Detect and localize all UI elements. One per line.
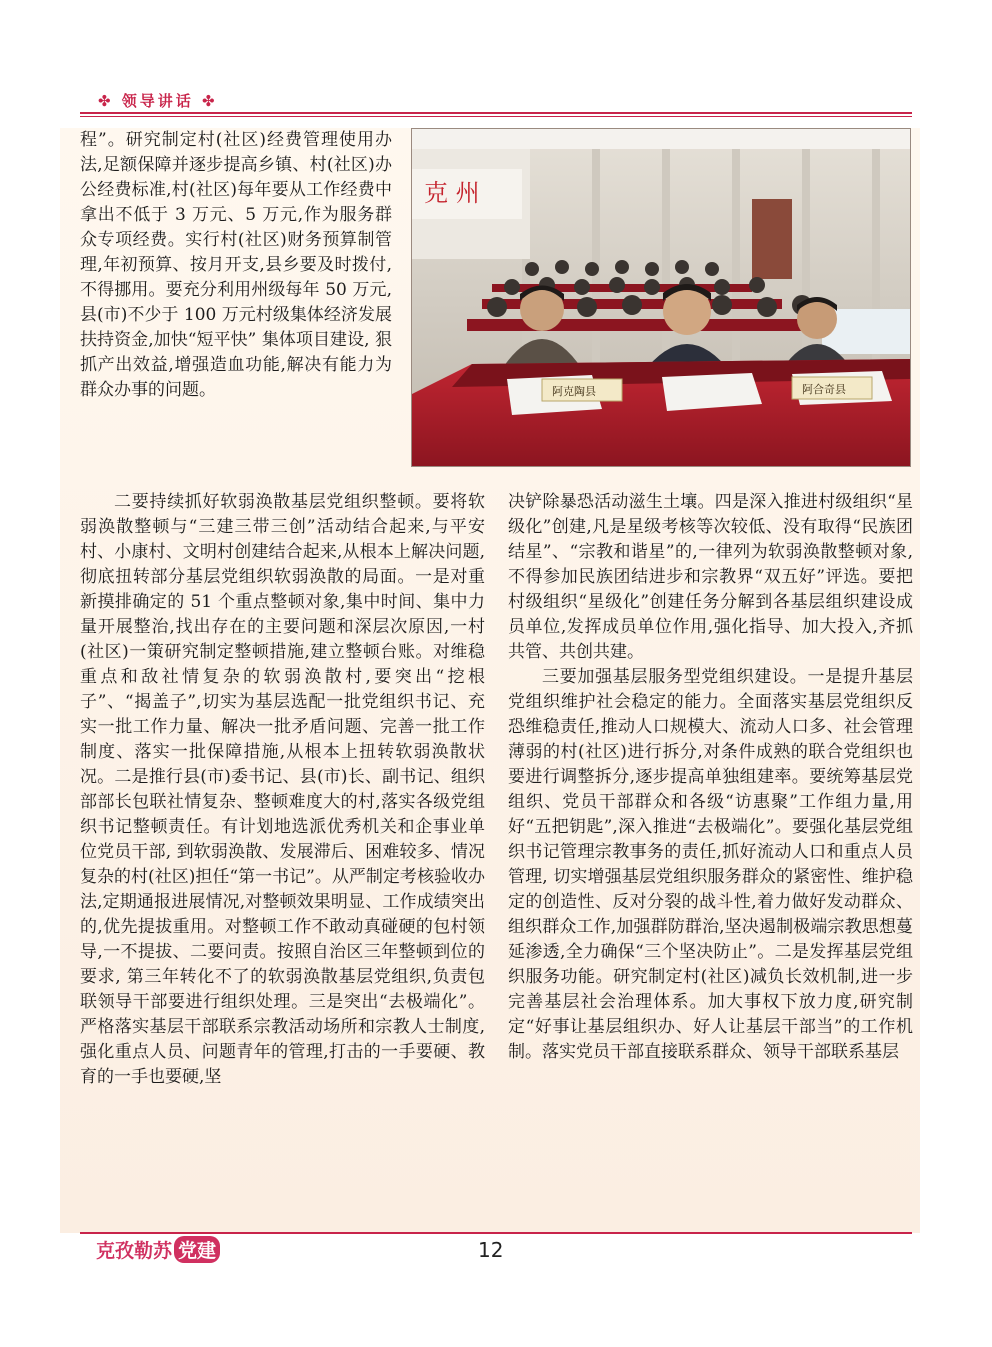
nameplate-right: 阿合奇县: [802, 383, 846, 396]
left-paragraph-body: 要将软弱涣散整顿与“三建三带三创”活动结合起来,与平安村、小康村、文明村创建结合起来,从根本上解决问题,彻底扭转部分基层党组织软弱涣散的局面。一是对重新摸排确定的 51 个重点整顿对象,集中时间、集中力量开展整治,找出存在的主要问题和深层次原因,一村(社区)一策研究制定整顿措施,建立整顿台账。对维稳重点和敌社情复杂的软弱涣散村,要突出“挖根子”、“揭盖子”,切实为基层选配一批党组织书记、充实一批工作力量、解决一批矛盾问题、完善一批工作制度、落实一批保障措施,从根本上扭转软弱涣散状况。二是推行县(市)委书记、县(市)长、副书记、组织部部长包联社情复杂、整顿难度大的村,落实各级党组织书记整顿责任。有计划地选派优秀机关和企事业单位党员干部, 到软弱涣散、发展滞后、困难较多、情况复杂的村(社区)担任“第一书记”。从严制定考核验收办法,定期通报进展情况,对整顿效果明显、工作成绩突出的,优先提拔重用。对整顿工作不敢动真碰硬的包村领导,一不提拔、二要问责。按照自治区三年整顿到位的要求, 第三年转化不了的软弱涣散基层党组织,负责包联领导干部要进行组织处理。三是突出“去极端化”。严格落实基层干部联系宗教活动场所和宗教人士制度,强化重点人员、问题青年的管理,打击的一手要硬、教育的一手也要硬,坚: [80, 492, 486, 1087]
left-column: [80, 490, 485, 1090]
footer-rule: [80, 1232, 912, 1234]
meeting-photo: [411, 128, 911, 467]
footer-brand-name: 克孜勒苏: [96, 1240, 173, 1262]
meeting-photo-illustration: [412, 129, 910, 466]
top-left-text-block: [80, 128, 392, 403]
header-rule: [80, 112, 912, 114]
left-paragraph-lead: 二要持续抓好软弱涣散基层党组织整顿。: [114, 492, 433, 512]
page-number: 12: [478, 1238, 504, 1262]
header-rule-thin: [80, 116, 912, 117]
footer-brand: [96, 1236, 220, 1263]
right-column-paragraph: [508, 665, 913, 1065]
right-paragraph-body: 一是提升基层党组织维护社会稳定的能力。全面落实基层党组织反恐维稳责任,推动人口规模大、流动人口多、社会管理薄弱的村(社区)进行拆分,对条件成熟的联合党组织也要进行调整拆分,逐步提高单独组建率。要统筹基层党组织、党员干部群众和各级“访惠聚”工作组力量,用好“五把钥匙”,深入推进“去极端化”。要强化基层党组织书记管理宗教事务的责任,抓好流动人口和重点人员管理, 切实增强基层党组织服务群众的紧密性、维护稳定的创造性、反对分裂的战斗性,着力做好发动群众、组织群众工作,加强群防群治,坚决遏制极端宗教思想蔓延渗透,全力确保“三个坚决防止”。二是发挥基层党组织服务功能。研究制定村(社区)减负长效机制,进一步完善基层社会治理体系。加大事权下放力度,研究制定“好事让基层组织办、好人让基层干部当”的工作机制。落实党员干部直接联系群众、领导干部联系基层: [508, 667, 913, 1062]
left-column-paragraph: [80, 490, 485, 1090]
right-column-continuation: 决铲除暴恐活动滋生土壤。四是深入推进村级组织“星级化”创建,凡是星级考核等次较低、没有取得“民族团结星”、“宗教和谐星”的,一律列为软弱涣散整顿对象,不得参加民族团结进步和宗教界“双五好”评选。要把村级组织“星级化”创建任务分解到各基层组织建设成员单位,发挥成员单位作用,强化指导、加大投入,齐抓共管、共创共建。: [508, 492, 913, 662]
banner-text: 克 州: [424, 179, 480, 207]
right-column: [508, 490, 913, 1065]
section-label: ✤ 领导讲话 ✤: [98, 92, 218, 110]
footer-brand-badge: 党建: [174, 1236, 220, 1263]
top-left-paragraph: 程”。研究制定村(社区)经费管理使用办法,足额保障并逐步提高乡镇、村(社区)办公经费标准,村(社区)每年要从工作经费中拿出不低于 3 万元、5 万元,作为服务群众专项经费。实行村(社区)财务预算制管理,年初预算、按月开支,县乡要及时拨付,不得挪用。要充分利用州级每年 50 万元,县(市)不少于 100 万元村级集体经济发展扶持资金,加快“短平快” 集体项目建设, 狠抓产出效益,增强造血功能,解决有能力为群众办事的问题。: [80, 130, 392, 400]
nameplate-left: 阿克陶县: [552, 385, 596, 398]
right-paragraph-lead: 三要加强基层服务型党组织建设。: [542, 667, 808, 687]
